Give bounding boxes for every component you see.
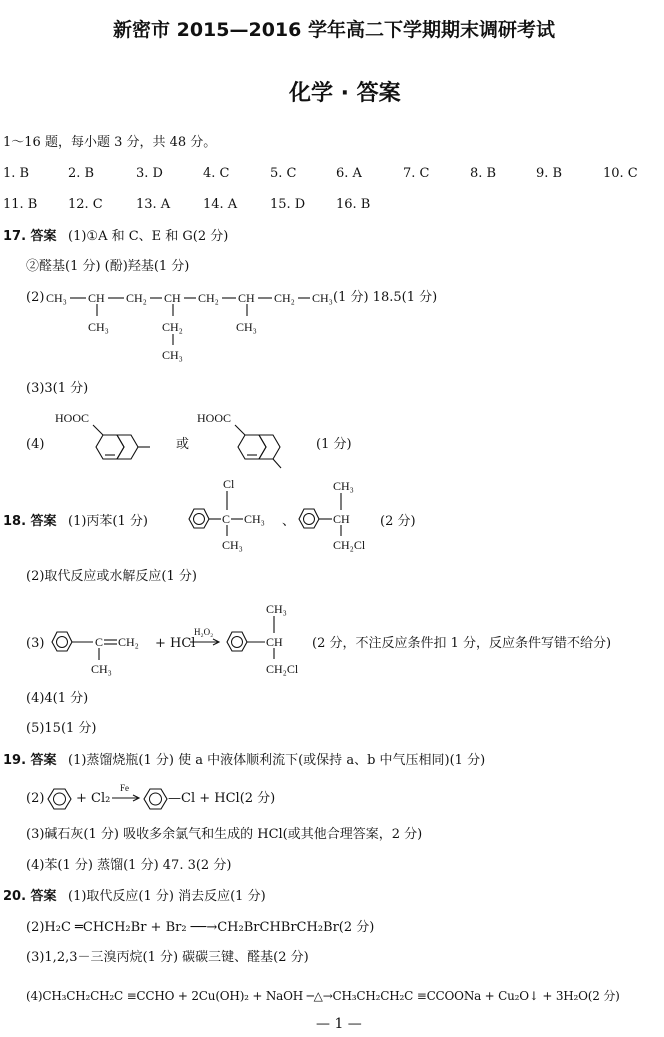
document-title: 新密市 2015—2016 学年高二下学期期末调研考试 bbox=[113, 19, 555, 41]
ring bbox=[259, 435, 280, 459]
q18-chlorocumene-structure bbox=[180, 476, 280, 556]
mc-answer: 7. C bbox=[403, 166, 430, 181]
q18-part1-separator: 、 bbox=[282, 514, 296, 529]
q18-part3-plus-hcl: + HCl bbox=[155, 636, 196, 651]
branch-atom: CH₃ bbox=[162, 348, 183, 362]
atom-label: C bbox=[222, 512, 231, 526]
atom-label: CH₃ bbox=[266, 602, 287, 616]
branch-atom: CH₃ bbox=[88, 320, 109, 334]
q18-label: 18. 答案 bbox=[3, 514, 57, 529]
mc-answer: 1. B bbox=[3, 166, 30, 181]
q18-chloropropylbenzene-structure bbox=[290, 476, 390, 556]
atom-label: CH₃ bbox=[91, 662, 112, 676]
q18-part4: (4)4(1 分) bbox=[26, 691, 89, 706]
mc-answer: 15. D bbox=[270, 197, 306, 212]
atom-label: CH₃ bbox=[244, 512, 265, 526]
reaction-condition: Fe bbox=[120, 783, 129, 793]
atom-label: CH₃ bbox=[222, 538, 243, 552]
mc-answer: 2. B bbox=[68, 166, 95, 181]
chain-atom: CH bbox=[88, 291, 105, 305]
reaction-condition: H₂O₂ bbox=[194, 627, 214, 637]
q19-reaction-arrow bbox=[112, 782, 142, 804]
chain-atom: CH₂ bbox=[274, 291, 295, 305]
aromatic-circle bbox=[54, 793, 66, 805]
q18-part1: (1)丙苯(1 分) bbox=[68, 514, 148, 529]
q17-part1a: (1)①A 和 C、E 和 G(2 分) bbox=[68, 229, 229, 244]
q18-part5: (5)15(1 分) bbox=[26, 721, 97, 736]
benzene-ring bbox=[52, 632, 72, 651]
q19-part2-tail: —Cl + HCl(2 分) bbox=[168, 791, 276, 806]
bond bbox=[273, 459, 281, 468]
document-subtitle: 化学 · 答案 bbox=[289, 81, 401, 106]
chain-atom: CH bbox=[238, 291, 255, 305]
benzene-icon bbox=[46, 786, 74, 812]
q17-part2-prefix: (2) bbox=[26, 290, 45, 305]
aromatic-circle bbox=[304, 514, 315, 525]
aromatic-circle bbox=[57, 637, 68, 648]
q19-part3: (3)碱石灰(1 分) 吸收多余氯气和生成的 HCl(或其他合理答案，2 分) bbox=[26, 827, 423, 842]
q20-part3: (3)1,2,3－三溴丙烷(1 分) 碳碳三键、醛基(2 分) bbox=[26, 950, 309, 965]
chain-atom: CH₃ bbox=[46, 291, 67, 305]
q20-part2: (2)H₂C ═CHCH₂Br + Br₂ ──→CH₂BrCHBrCH₂Br(2 分) bbox=[26, 920, 375, 935]
benzene-ring bbox=[144, 789, 167, 809]
atom-label: CH bbox=[266, 635, 283, 649]
q20-part1: (1)取代反应(1 分) 消去反应(1 分) bbox=[68, 889, 266, 904]
carboxyl-label: HOOC bbox=[197, 411, 232, 425]
mc-answer: 14. A bbox=[203, 197, 238, 212]
q18-propenylbenzene-structure bbox=[47, 620, 157, 680]
mc-answer: 11. B bbox=[3, 197, 38, 212]
chain-atom: CH₃ bbox=[312, 291, 333, 305]
q17-part4-score: (1 分) bbox=[316, 437, 352, 452]
q19-part4: (4)苯(1 分) 蒸馏(1 分) 47. 3(2 分) bbox=[26, 858, 232, 873]
q17-bicyclic-acid-structure-a bbox=[55, 410, 175, 470]
benzene-ring bbox=[299, 509, 319, 528]
q17-bicyclic-acid-structure-b bbox=[197, 410, 317, 470]
atom-label: CH₂Cl bbox=[266, 662, 299, 676]
q18-reaction-arrow bbox=[190, 626, 222, 648]
mc-answer: 6. A bbox=[336, 166, 362, 181]
q17-part4-or: 或 bbox=[176, 437, 190, 452]
q19-part2-prefix: (2) bbox=[26, 791, 45, 806]
q20-part4: (4)CH₃CH₂CH₂C ≡CCHO + 2Cu(OH)₂ + NaOH ─△→CH₃CH₂CH₂C ≡CCOONa + Cu₂O↓ + 3H₂O(2 分) bbox=[26, 989, 620, 1003]
q18-part1-score: (2 分) bbox=[380, 514, 416, 529]
benzene-ring bbox=[227, 632, 247, 651]
q19-label: 19. 答案 bbox=[3, 753, 57, 768]
q19-part2-plus-cl2: + Cl₂ bbox=[76, 791, 111, 806]
atom-label: CH₂Cl bbox=[333, 538, 366, 552]
q17-part3: (3)3(1 分) bbox=[26, 381, 89, 396]
mc-answer: 13. A bbox=[136, 197, 171, 212]
page-number: — 1 — bbox=[316, 1016, 362, 1032]
chain-atom: CH₂ bbox=[198, 291, 219, 305]
chain-atom: CH₂ bbox=[126, 291, 147, 305]
q19-part1: (1)蒸馏烧瓶(1 分) 使 a 中液体顺利流下(或保持 a、b 中气压相同)(1 分) bbox=[68, 753, 486, 768]
q18-product-structure bbox=[222, 596, 322, 678]
benzene-ring bbox=[48, 789, 71, 809]
atom-label: Cl bbox=[223, 477, 235, 491]
q18-part3-prefix: (3) bbox=[26, 636, 45, 651]
chain-atom: CH bbox=[164, 291, 181, 305]
ring bbox=[117, 435, 138, 459]
q18-part3-note: (2 分，不注反应条件扣 1 分，反应条件写错不给分) bbox=[312, 636, 612, 651]
atom-label: CH bbox=[333, 512, 350, 526]
atom-label: C bbox=[95, 635, 104, 649]
mc-answer: 10. C bbox=[603, 166, 638, 181]
mc-answer: 12. C bbox=[68, 197, 103, 212]
mc-answer: 8. B bbox=[470, 166, 497, 181]
q18-part2: (2)取代反应或水解反应(1 分) bbox=[26, 569, 197, 584]
q17-branched-alkane-structure bbox=[46, 286, 346, 366]
q17-part4-prefix: (4) bbox=[26, 437, 45, 452]
q17-label: 17. 答案 bbox=[3, 229, 57, 244]
mc-answer: 9. B bbox=[536, 166, 563, 181]
bond bbox=[93, 425, 103, 435]
aromatic-circle bbox=[150, 793, 162, 805]
q17-part1b: ②醛基(1 分) (酚)羟基(1 分) bbox=[26, 259, 190, 274]
q17-part2-score: (1 分) 18.5(1 分) bbox=[333, 290, 438, 305]
chlorobenzene-ring-icon bbox=[142, 786, 170, 812]
branch-atom: CH₂ bbox=[162, 320, 183, 334]
atom-label: CH₃ bbox=[333, 479, 354, 493]
carboxyl-label: HOOC bbox=[55, 411, 90, 425]
mc-answer: 5. C bbox=[270, 166, 297, 181]
aromatic-circle bbox=[194, 514, 205, 525]
branch-atom: CH₃ bbox=[236, 320, 257, 334]
atom-label: CH₂ bbox=[118, 635, 139, 649]
q20-label: 20. 答案 bbox=[3, 889, 57, 904]
benzene-ring bbox=[189, 509, 209, 528]
mc-answer: 3. D bbox=[136, 166, 163, 181]
mc-answer: 4. C bbox=[203, 166, 230, 181]
bond bbox=[235, 425, 245, 435]
aromatic-circle bbox=[232, 637, 243, 648]
mc-answer: 16. B bbox=[336, 197, 371, 212]
mc-intro: 1～16 题，每小题 3 分，共 48 分。 bbox=[3, 135, 217, 150]
